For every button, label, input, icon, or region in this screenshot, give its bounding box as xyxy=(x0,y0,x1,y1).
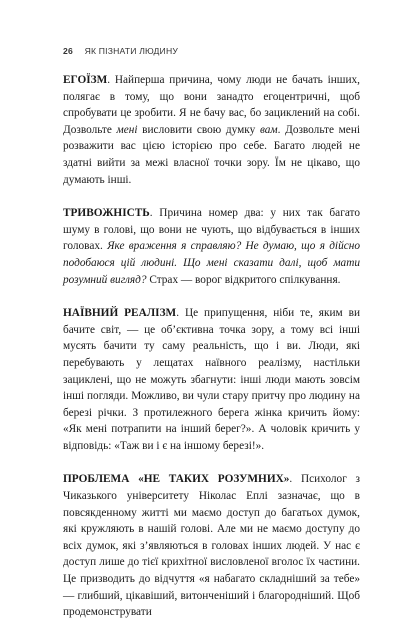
text-segment: . Психолог з Чиказького університету Ніколас Еплі зазначає, що в повсякденному житті ми маємо доступ до багатьох думок, які кружляють в нашій голові. Але ми не маємо доступу до всіх думок, які з’являються в головах інших людей. У нас є доступ лише до тієї крихітної висловленої вголос їх частини. Це призводить до відчуття «я набагато складніший за тебе» — глибший, цікавіший, витонченіший і благородніший. Щоб продемонструвати xyxy=(63,473,361,619)
text-segment: . Дозвольте мені розважити вас цією історією про себе. Багато людей не здатні вийти за межі власної точки зору. Їм не цікаво, що думають інші. xyxy=(63,123,360,186)
book-title: ЯК ПІЗНАТИ ЛЮДИНУ xyxy=(84,46,179,56)
section-anxiety xyxy=(63,205,360,288)
running-head xyxy=(63,46,178,56)
section-heading: ПРОБЛЕМА «НЕ ТАКИХ РОЗУМНИХ» xyxy=(63,473,290,486)
text-segment: . Найперша причина, чому люди не бачать інших, полягає в тому, що вони занадто егоцентричні, щоб спробувати це зробити. Я не бачу вас, бо зациклений на собі. Дозвольте xyxy=(63,74,360,136)
text-segment: Страх — ворог відкритого спілкування. xyxy=(146,273,341,286)
section-heading: ТРИВОЖНІСТЬ xyxy=(63,207,150,220)
text-segment: . Причина номер два: у них так багато шуму в голові, що вони не чують, що відбувається в інших головах. xyxy=(63,207,360,253)
text-segment: . Це припущення, ніби те, яким ви бачите світ, — це об’єктивна точка зору, а тому всі інші мусять бачити ту саму реальність, що і ви. Люди, які перебувають у лещатах наївного реалізму, настільки зациклені, що не можуть збагнути: інші люди мають зовсім інші погляди. Можливо, ви чули стару притчу про людину на березі річки. З протилежного берега жінка кричить йому: «Як мені потрапити на інший берег?». А чоловік кричить у відповідь: «Таж ви і є на іншому березі!». xyxy=(63,307,360,452)
section-naive-realism xyxy=(63,305,360,454)
section-egoism xyxy=(63,72,360,188)
section-heading: ЕГОЇЗМ xyxy=(63,74,108,86)
page-body xyxy=(63,72,360,638)
section-not-so-smart xyxy=(63,471,360,620)
italic-segment: Яке враження я справляю? Не думаю, що я дійсно подобаюся цій людині. Що мені сказати далі, щоб мати розумний вигляд? xyxy=(63,240,360,286)
section-heading: НАЇВНИЙ РЕАЛІЗМ xyxy=(63,307,177,320)
text-segment: висловити свою думку xyxy=(137,123,260,136)
page-number: 26 xyxy=(63,46,73,56)
italic-segment: вам xyxy=(259,123,278,136)
italic-segment: мені xyxy=(116,123,138,136)
